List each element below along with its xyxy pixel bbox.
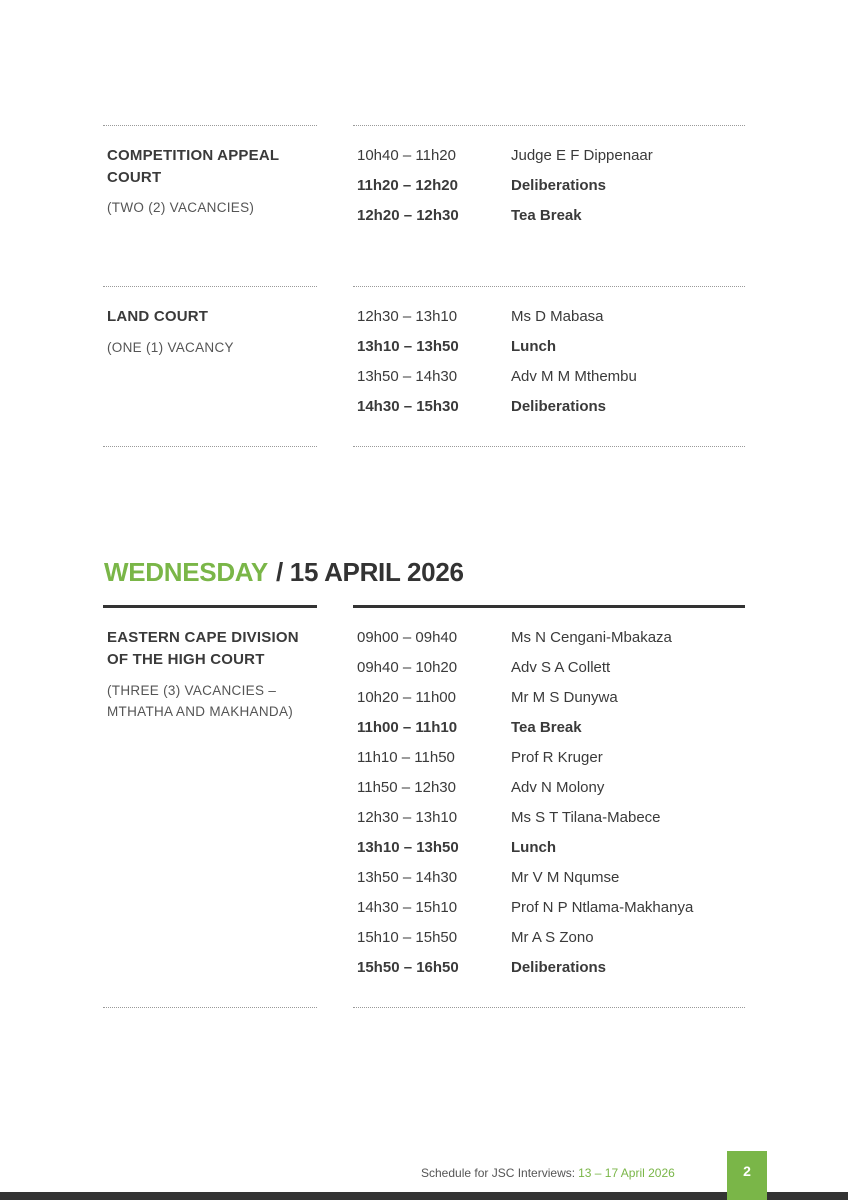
candidate-name: Mr M S Dunywa	[511, 689, 618, 706]
divider	[103, 125, 317, 126]
candidate-name: Mr A S Zono	[511, 929, 594, 946]
schedule-row	[357, 807, 747, 837]
schedule-row	[357, 627, 747, 657]
divider	[353, 1007, 745, 1008]
footer-bar-accent	[727, 1192, 767, 1200]
time-slot: 14h30 – 15h10	[357, 899, 458, 916]
court-title-line: EASTERN CAPE DIVISION	[107, 629, 299, 646]
time-slot: 11h20 – 12h20	[357, 177, 458, 194]
time-slot: 11h00 – 11h10	[357, 719, 458, 736]
divider	[103, 446, 317, 447]
schedule-row	[357, 687, 747, 717]
schedule-row	[357, 366, 747, 396]
court-title-land	[107, 306, 317, 328]
candidate-name: Mr V M Nqumse	[511, 869, 620, 886]
heading-underline	[103, 605, 317, 608]
time-slot: 09h00 – 09h40	[357, 629, 458, 646]
time-slot: 13h10 – 13h50	[357, 839, 459, 856]
candidate-name: Adv M M Mthembu	[511, 368, 637, 385]
break-label: Deliberations	[511, 959, 607, 976]
divider	[353, 446, 745, 447]
day-name: WEDNESDAY	[104, 557, 268, 587]
time-slot: 14h30 – 15h30	[357, 398, 459, 415]
break-label: Lunch	[511, 839, 556, 856]
court-title-eastern-cape	[107, 627, 317, 671]
schedule-row	[357, 396, 747, 426]
footer-bar	[0, 1192, 848, 1200]
day-date: / 15 APRIL 2026	[275, 557, 464, 587]
court-title-line: OF THE HIGH COURT	[107, 651, 265, 668]
time-slot: 12h20 – 12h30	[357, 207, 459, 224]
schedule-row	[357, 957, 747, 987]
time-slot: 13h10 – 13h50	[357, 338, 459, 355]
time-slot: 12h30 – 13h10	[357, 809, 458, 826]
schedule-row	[357, 205, 747, 235]
candidate-name: Prof N P Ntlama-Makhanya	[511, 899, 694, 916]
divider	[353, 125, 745, 126]
schedule-row	[357, 306, 747, 336]
time-slot: 13h50 – 14h30	[357, 869, 458, 886]
schedule-row	[357, 867, 747, 897]
candidate-name: Adv S A Collett	[511, 659, 611, 676]
break-label: Deliberations	[511, 398, 607, 415]
divider	[103, 286, 317, 287]
court-title-line: COMPETITION APPEAL	[107, 147, 280, 164]
vacancies-note: (ONE (1) VACANCY	[107, 340, 234, 355]
candidate-name: Judge E F Dippenaar	[511, 147, 653, 164]
time-slot: 15h10 – 15h50	[357, 929, 458, 946]
court-title-line: LAND COURT	[107, 308, 209, 325]
time-slot: 13h50 – 14h30	[357, 368, 458, 385]
break-label: Tea Break	[511, 719, 582, 736]
court-title-competition-appeal	[107, 145, 317, 189]
time-slot: 10h40 – 11h20	[357, 147, 456, 164]
schedule-row	[357, 897, 747, 927]
court-title-line: COURT	[107, 169, 162, 186]
vacancies-line: MTHATHA AND MAKHANDA)	[107, 704, 294, 719]
time-slot: 12h30 – 13h10	[357, 308, 458, 325]
time-slot: 15h50 – 16h50	[357, 959, 459, 976]
time-slot: 11h10 – 11h50	[357, 749, 455, 766]
heading-underline	[353, 605, 745, 608]
footer-label: Schedule for JSC Interviews:	[421, 1166, 576, 1180]
schedule-row	[357, 145, 747, 175]
candidate-name: Ms N Cengani-Mbakaza	[511, 629, 672, 646]
schedule-row	[357, 175, 747, 205]
vacancies-line: (THREE (3) VACANCIES –	[107, 683, 277, 698]
time-slot: 10h20 – 11h00	[357, 689, 456, 706]
schedule-row	[357, 336, 747, 366]
schedule-row	[357, 777, 747, 807]
time-slot: 11h50 – 12h30	[357, 779, 456, 796]
candidate-name: Ms S T Tilana-Mabece	[511, 809, 661, 826]
schedule-row	[357, 717, 747, 747]
schedule-row	[357, 927, 747, 957]
break-label: Lunch	[511, 338, 556, 355]
divider	[103, 1007, 317, 1008]
break-label: Deliberations	[511, 177, 607, 194]
candidate-name: Ms D Mabasa	[511, 308, 604, 325]
schedule-row	[357, 747, 747, 777]
break-label: Tea Break	[511, 207, 582, 224]
footer-caption	[421, 1166, 675, 1180]
page-number: 2	[727, 1151, 767, 1200]
candidate-name: Prof R Kruger	[511, 749, 603, 766]
schedule-row	[357, 657, 747, 687]
schedule-row	[357, 837, 747, 867]
candidate-name: Adv N Molony	[511, 779, 605, 796]
time-slot: 09h40 – 10h20	[357, 659, 458, 676]
footer-dates: 13 – 17 April 2026	[578, 1166, 675, 1180]
divider	[353, 286, 745, 287]
vacancies-note: (TWO (2) VACANCIES)	[107, 200, 255, 215]
vacancies-note	[107, 680, 317, 722]
day-heading	[104, 557, 464, 588]
